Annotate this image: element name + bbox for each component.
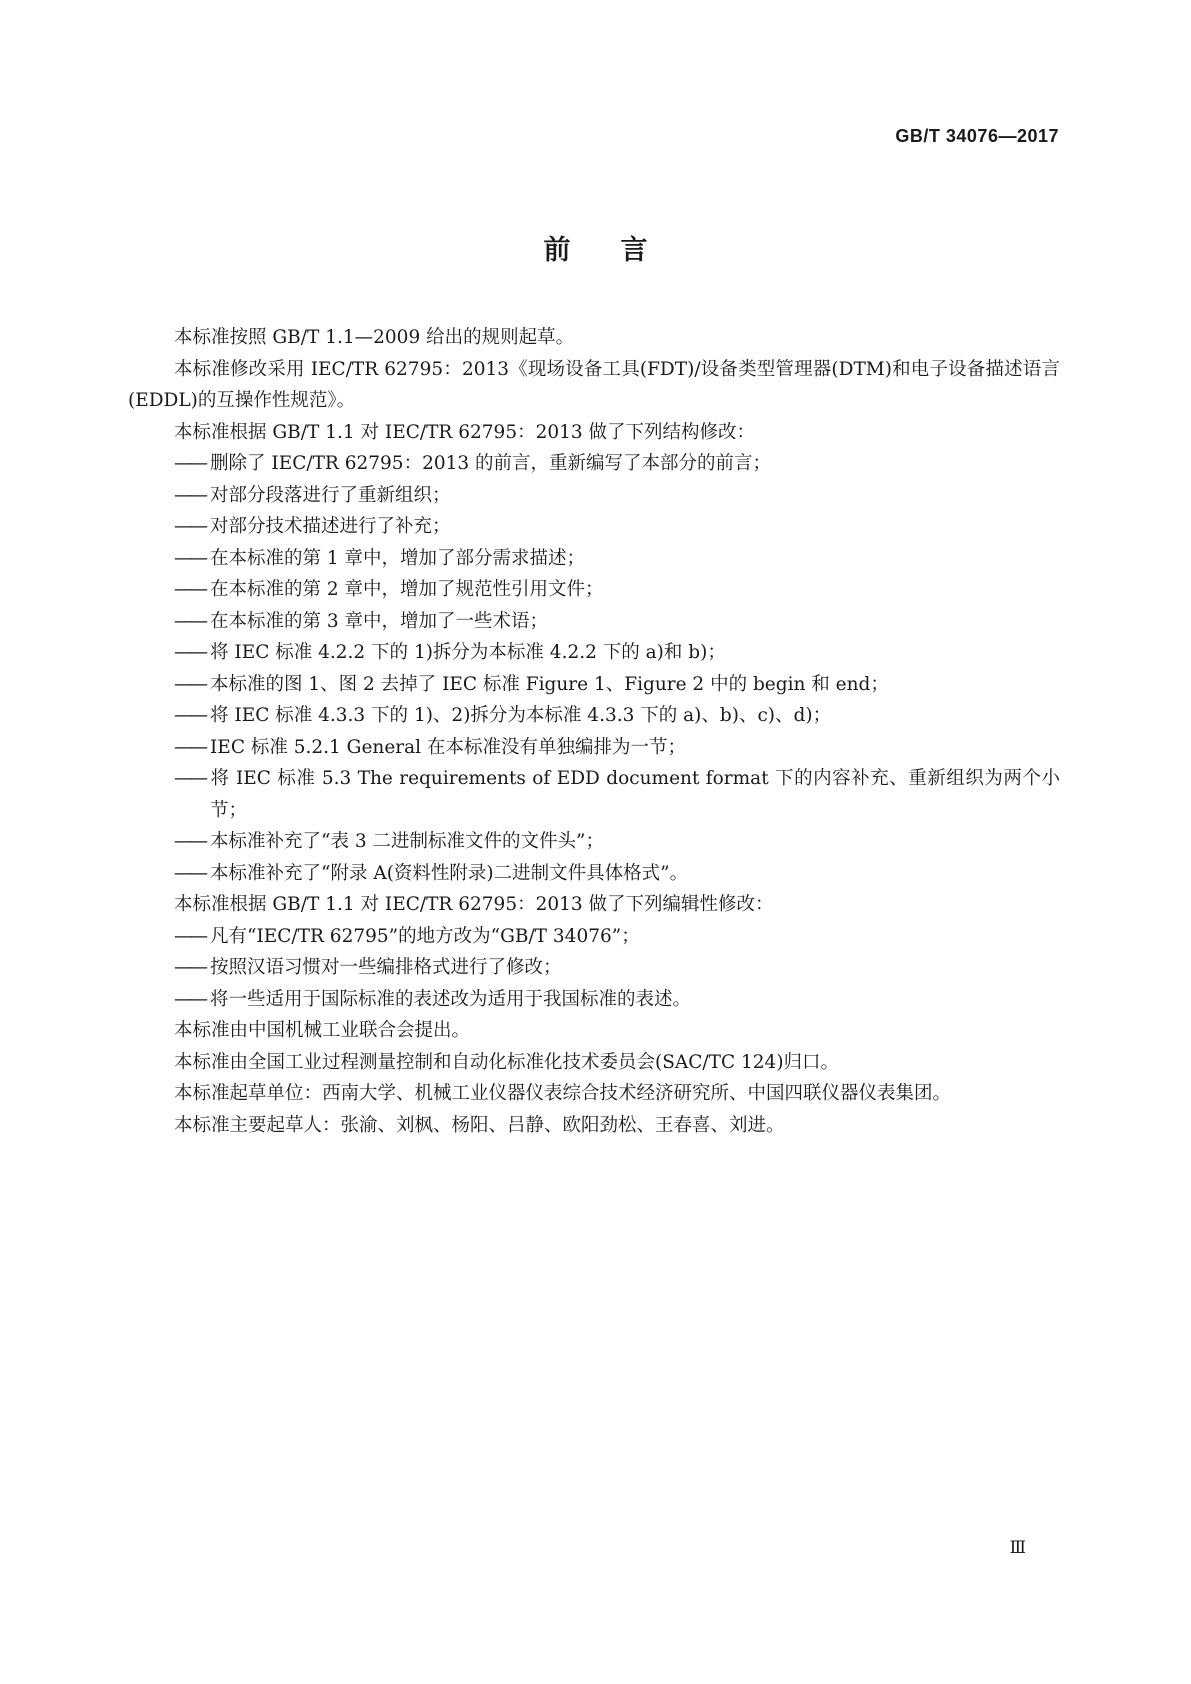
list-item — [128, 480, 1060, 512]
page-title: 前言 — [543, 235, 698, 266]
list-item-dash: —— — [174, 957, 205, 978]
paragraph: 本标准由中国机械工业联合会提出。 — [174, 1020, 471, 1041]
list-item-text: 将 IEC 标准 5.3 The requirements of EDD document format 下的内容补充、重新组织为两个小节； — [210, 768, 1060, 821]
list-item-text: 本标准的图 1、图 2 去掉了 IEC 标准 Figure 1、Figure 2 中的 begin 和 end； — [210, 673, 889, 695]
list-item-text: 本标准补充了“表 3 二进制标准文件的文件头”； — [210, 831, 604, 852]
list-item-text: 将 IEC 标准 4.2.2 下的 1)拆分为本标准 4.2.2 下的 a)和 b)； — [210, 642, 726, 663]
list-item-text: 删除了 IEC/TR 62795：2013 的前言，重新编写了本部分的前言； — [210, 453, 772, 474]
list-item — [128, 984, 1060, 1016]
list-item-text: 将一些适用于国际标准的表述改为适用于我国标准的表述。 — [210, 988, 692, 1010]
list-item-text: 对部分段落进行了重新组织； — [210, 484, 451, 506]
list-item-dash: —— — [174, 925, 205, 947]
list-item-text: IEC 标准 5.2.1 General 在本标准没有单独编排为一节； — [210, 736, 686, 758]
list-item — [128, 448, 1060, 480]
list-item — [128, 637, 1060, 669]
list-item-dash: —— — [174, 768, 205, 789]
list-item-text: 对部分技术描述进行了补充； — [210, 516, 451, 537]
list-item-text: 本标准补充了“附录 A(资料性附录)二进制文件具体格式”。 — [210, 862, 689, 884]
list-item — [128, 921, 1060, 953]
list-item-text: 将 IEC 标准 4.3.3 下的 1)、2)拆分为本标准 4.3.3 下的 a)、b)、c)、d)； — [210, 705, 832, 726]
list-item-dash: —— — [174, 484, 205, 506]
list-item-text: 按照汉语习惯对一些编排格式进行了修改； — [210, 957, 562, 978]
list-item — [128, 543, 1060, 575]
list-item — [128, 732, 1060, 764]
list-item-text: 在本标准的第 2 章中，增加了规范性引用文件； — [210, 579, 604, 600]
list-item-dash: —— — [174, 705, 205, 726]
list-item-dash: —— — [174, 453, 205, 474]
list-item — [128, 952, 1060, 984]
list-item-dash: —— — [174, 736, 205, 758]
list-item — [128, 763, 1060, 826]
list-item-dash: —— — [174, 547, 205, 569]
list-item — [128, 858, 1060, 890]
list-item-dash: —— — [174, 988, 205, 1010]
list-item — [128, 606, 1060, 638]
list-item — [128, 700, 1060, 732]
paragraph: 本标准根据 GB/T 1.1 对 IEC/TR 62795：2013 做了下列结构修改： — [174, 421, 756, 443]
list-item — [128, 826, 1060, 858]
list-item-dash: —— — [174, 516, 205, 537]
paragraph: 本标准按照 GB/T 1.1—2009 给出的规则起草。 — [174, 327, 575, 348]
list-item-dash: —— — [174, 862, 205, 884]
list-item-text: 在本标准的第 3 章中，增加了一些术语； — [210, 610, 549, 632]
paragraph: 本标准修改采用 IEC/TR 62795：2013《现场设备工具(FDT)/设备类型管理器(DTM)和电子设备描述语言(EDDL)的互操作性规范》。 — [128, 358, 1060, 411]
paragraph: 本标准主要起草人：张渝、刘枫、杨阳、吕静、欧阳劲松、王春喜、刘进。 — [174, 1114, 785, 1136]
list-item — [128, 669, 1060, 701]
standard-code: GB/T 34076—2017 — [895, 126, 1059, 146]
list-item — [128, 511, 1060, 543]
list-item-dash: —— — [174, 610, 205, 632]
list-item-dash: —— — [174, 673, 205, 695]
list-item-dash: —— — [174, 579, 205, 600]
paragraph: 本标准根据 GB/T 1.1 对 IEC/TR 62795：2013 做了下列编辑性修改： — [174, 894, 774, 915]
list-item-dash: —— — [174, 642, 205, 663]
page-number: Ⅲ — [1009, 1538, 1026, 1558]
list-item — [128, 574, 1060, 606]
paragraph: 本标准由全国工业过程测量控制和自动化标准化技术委员会(SAC/TC 124)归口。 — [174, 1051, 840, 1073]
foreword-body — [128, 322, 1060, 1141]
paragraph: 本标准起草单位：西南大学、机械工业仪器仪表综合技术经济研究所、中国四联仪器仪表集团。 — [174, 1083, 952, 1104]
list-item-text: 凡有“IEC/TR 62795”的地方改为“GB/T 34076”； — [210, 925, 640, 947]
list-item-text: 在本标准的第 1 章中，增加了部分需求描述； — [210, 547, 586, 569]
list-item-dash: —— — [174, 831, 205, 852]
